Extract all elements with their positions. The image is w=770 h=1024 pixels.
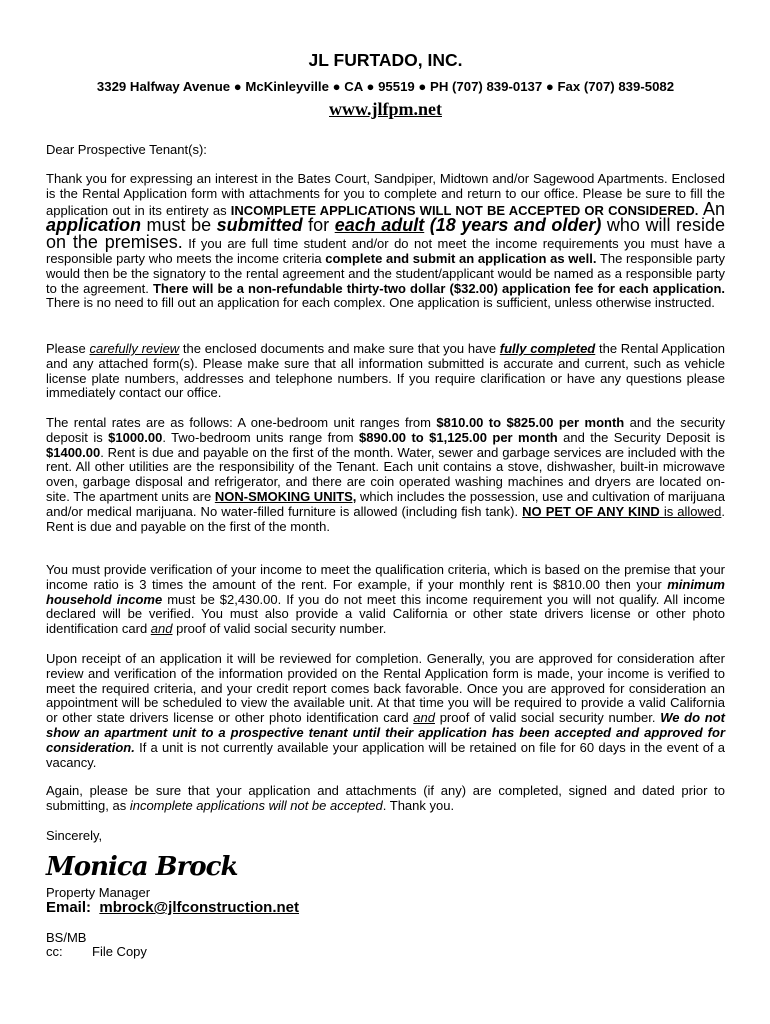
salutation: Dear Prospective Tenant(s): — [46, 142, 207, 157]
email-link[interactable]: mbrock@jlfconstruction.net — [99, 899, 300, 916]
paragraph-rental-rates: The rental rates are as follows: A one-bedroom unit ranges from $810.00 to $825.00 per month and the security deposit is $1000.00. Two-bedroom units range from $890.00 to $1,125.00 per month and the Security Deposit is $1400.00. Rent is due and payable on the first of the month. Water, sewer and garbage services are included with the rent. All other utilities are the responsibility of the Tenant. Each unit contains a stove, dishwasher, built-in microwave oven, garbage disposal and refrigerator, and there are coin operated washing machines and dryers are located on-site. The apartment units are NON-SMOKING UNITS, which includes the possession, use and cultivation of marijuana and/or medical marijuana. No water-filled furniture is allowed (including fish tank). NO PET OF ANY KIND is allowed. Rent is due and payable on the first of the month. — [46, 415, 726, 534]
initials: BS/MB — [46, 930, 87, 945]
company-website — [46, 98, 725, 120]
closing: Sincerely, — [46, 828, 103, 843]
company-name: JL FURTADO, INC. — [308, 50, 463, 70]
website-link[interactable]: www.jlfpm.net — [329, 99, 442, 119]
cc-value: File Copy — [92, 944, 147, 959]
signer-title: Property Manager — [46, 885, 151, 900]
signature: Monica Brock — [46, 852, 238, 882]
email-label: Email: — [46, 899, 92, 916]
paragraph-intro: Thank you for expressing an interest in the Bates Court, Sandpiper, Midtown and/or Sagewood Apartments. Enclosed is the Rental Application form with attachments for you to complete and return to our office. Please be sure to fill the application out in its entirety as INCOMPLETE APPLICATIONS WILL NOT BE ACCEPTED OR CONSIDERED. An application must be submitted for each adult (18 years and older) who will reside on the premises. If you are full time student and/or do not meet the income requirements you must have a responsible party who meets the income criteria complete and submit an application as well. The responsible party would then be the signatory to the rental agreement and the student/applicant would be named as a responsible party to the agreement. There will be a non-refundable thirty-two dollar ($32.00) application fee for each application. There is no need to fill out an application for each complex. One application is sufficient, unless otherwise instructed. — [46, 171, 726, 311]
paragraph-income: You must provide verification of your income to meet the qualification criteria, which is based on the premise that your income ratio is 3 times the amount of the rent. For example, if your monthly rent is $810.00 then your minimum household income must be $2,430.00. If you do not meet this income requirement you will not qualify. All income declared will be verified. You must also provide a valid California or other state drivers license or other photo identification card and proof of valid social security number. — [46, 562, 726, 637]
company-address: 3329 Halfway Avenue ● McKinleyville ● CA ● 95519 ● PH (707) 839-0137 ● Fax (707) 839-5082 — [96, 79, 675, 94]
cc-label: cc: — [46, 944, 63, 959]
email-line — [46, 899, 299, 917]
paragraph-review: Please carefully review the enclosed documents and make sure that you have fully completed the Rental Application and any attached form(s). Please make sure that all information submitted is accurate and current, such as vehicle license plate numbers, addresses and telephone numbers. If you require clarification or have any questions please immediately contact our office. — [46, 341, 725, 401]
paragraph-approval: Upon receipt of an application it will be reviewed for completion. Generally, you are approved for consideration after review and verification of the information provided on the Rental Application form is made, your income is verified to meet the required criteria, and your credit report comes back favorable. Once you are approved for consideration an appointment will be scheduled to view the available unit. At that time you will be required to provide a valid California or other state drivers license or other photo identification card and proof of valid social security number. We do not show an apartment unit to a prospective tenant until their application has been accepted and approved for consideration. If a unit is not currently available your application will be retained on file for 60 days in the event of a vacancy. — [46, 651, 725, 770]
cc-line — [46, 944, 147, 959]
paragraph-reminder: Again, please be sure that your application and attachments (if any) are completed, signed and dated prior to submitting, as incomplete applications will not be accepted. Thank you. — [46, 783, 725, 813]
